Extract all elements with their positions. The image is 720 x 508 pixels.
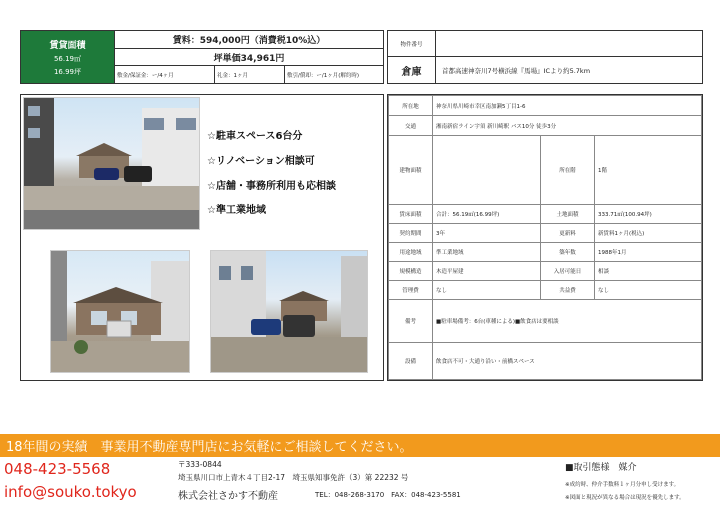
address-label: 所在地: [389, 96, 433, 116]
table-row: [389, 224, 702, 243]
postal-code: 〒333-0844: [178, 460, 222, 469]
feature-zoning: ☆準工業地域: [207, 205, 266, 216]
floor-value: 1階: [595, 136, 702, 205]
grid-value: 新賃料1ヶ月(税込): [595, 224, 702, 243]
footer-note-current: ※図面と現況が異なる場合は現況を優先します。: [565, 495, 685, 501]
area-sqm: 56.19㎡: [53, 54, 82, 63]
rent-text: 賃料：594,000円（消費税10%込）: [114, 31, 383, 49]
detail-row-notes: [389, 300, 702, 343]
grid-value: 相談: [595, 262, 702, 281]
footer-note-fee: ※成約時、仲介手数料１ヶ月分申し受けます。: [565, 482, 680, 488]
photo-parking-lot-art: [211, 251, 367, 372]
grid-value: なし: [433, 281, 541, 300]
detail-row-address: [389, 96, 702, 116]
grid-value: 3年: [433, 224, 541, 243]
photo-building-front-art: [51, 251, 189, 372]
photos-box: [20, 94, 384, 381]
shikibiki: 敷引/償却：ー/1ヶ月(解約時): [284, 66, 383, 83]
building-area-label: 建物面積: [389, 136, 433, 205]
floor-label: 所在階: [541, 136, 595, 205]
notes-value: ■駐車場備考：6台(車種による)■飲食店は要相談: [433, 300, 702, 343]
address-value: 神奈川県川崎市幸区南加瀬5丁目1-6: [433, 96, 702, 116]
table-row: [389, 281, 702, 300]
photo-parking-lot: [210, 250, 368, 373]
feature-parking: ☆駐車スペース6台分: [207, 131, 303, 142]
property-type-box: [387, 30, 703, 84]
grid-value: 合計：56.19㎡(16.99坪): [433, 205, 541, 224]
transaction-type: ■取引態様 媒介: [565, 463, 637, 473]
photo-building-front: [50, 250, 190, 373]
property-type: 倉庫: [388, 57, 436, 83]
area-label: 賃貸面積: [49, 40, 86, 51]
property-no-value: [436, 31, 702, 57]
footer-banner: 18年間の実績 事業用不動産専門店にお気軽にご相談してください。: [0, 434, 720, 457]
company-tel-fax: TEL：048-268-3170 FAX：048-423-5581: [315, 491, 461, 499]
grid-label: 賃床面積: [389, 205, 433, 224]
transport-label: 交通: [389, 116, 433, 136]
email-link[interactable]: info@souko.tokyo: [4, 483, 137, 501]
grid-label: 土地面積: [541, 205, 595, 224]
facilities-value: 飲食店不可・大通り沿い・前橋スペース: [433, 343, 702, 380]
grid-value: なし: [595, 281, 702, 300]
grid-label: 用途地域: [389, 243, 433, 262]
grid-label: 管理費: [389, 281, 433, 300]
phone-number[interactable]: 048-423-5568: [4, 460, 111, 478]
key-money: 礼金：1ヶ月: [214, 66, 284, 83]
photo-exterior-parking: [23, 97, 200, 230]
grid-label: 築年数: [541, 243, 595, 262]
building-area-value: [433, 136, 541, 205]
detail-row-transport: [389, 116, 702, 136]
feature-renovation: ☆リノベーション相談可: [207, 156, 315, 167]
detail-row-building: [389, 136, 702, 205]
feature-shop-office: ☆店舗・事務所利用も応相談: [207, 181, 336, 192]
area-panel: [21, 31, 114, 83]
company-address: 埼玉県川口市上青木４丁目2-17 埼玉県知事免許（3）第 22232 号: [178, 473, 409, 482]
table-row: [389, 205, 702, 224]
header-box: [20, 30, 384, 84]
grid-label: 契約期間: [389, 224, 433, 243]
grid-value: 準工業地域: [433, 243, 541, 262]
grid-label: 入居可能日: [541, 262, 595, 281]
grid-label: 規模構造: [389, 262, 433, 281]
transport-value: 湘南新宿ライン宇須 新川崎駅 バス10分 徒歩3分: [433, 116, 702, 136]
grid-value: 木造平屋建: [433, 262, 541, 281]
photo-exterior-parking-art: [24, 98, 199, 229]
grid-value: 333.71㎡(100.94坪): [595, 205, 702, 224]
company-name: 株式会社さかす不動産: [178, 491, 278, 502]
facilities-label: 設備: [389, 343, 433, 380]
notes-label: 備考: [389, 300, 433, 343]
area-tsubo: 16.99坪: [53, 67, 82, 76]
grid-label: 共益費: [541, 281, 595, 300]
table-row: [389, 262, 702, 281]
property-no-label: 物件番号: [388, 31, 436, 57]
tsubo-price: 坪単価34,961円: [114, 49, 383, 66]
grid-label: 更新料: [541, 224, 595, 243]
table-row: [389, 243, 702, 262]
details-table: [387, 94, 703, 381]
grid-value: 1988年1月: [595, 243, 702, 262]
highway-access: 首都高速神奈川7号横浜線『馬場』ICより約5.7km: [442, 66, 591, 75]
detail-row-facilities: [389, 343, 702, 380]
deposit: 敷金/保証金：ー/4ヶ月: [114, 66, 214, 83]
